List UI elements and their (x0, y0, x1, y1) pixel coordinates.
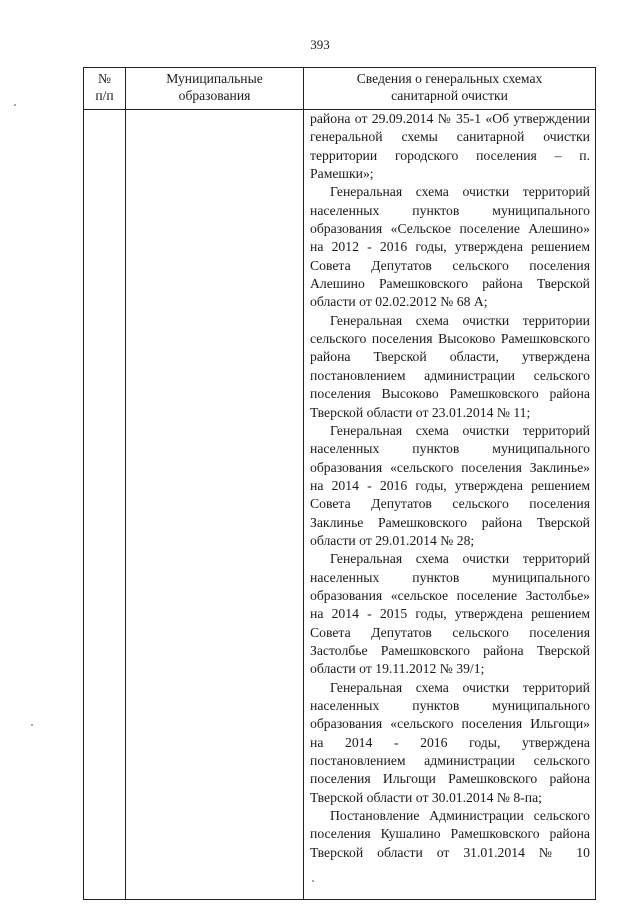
header-num (84, 68, 126, 110)
schemes-table (83, 67, 596, 900)
cell-municipality (126, 110, 304, 900)
header-num-line-2: п/п (95, 88, 114, 103)
info-paragraph-aleshino: Генеральная схема очистки территорий населенных пунктов муниципального образования «Сельское поселение Алешино» на 2012 - 2016 годы, утверждена решением Совета Депутатов сельского поселения Алешино Рамешковского района Тверской области от 02.02.2012 № 68 А; (310, 184, 590, 310)
header-num-line-1: № (98, 71, 111, 86)
info-paragraph-vysokovo: Генеральная схема очистки территории сельского поселения Высоково Рамешковского района Тверской области, утверждена постановлением администрации сельского поселения Высоково Рамешковского района Тверской области от 23.01.2014 № 11; (310, 312, 590, 420)
info-paragraph-zastolbye: Генеральная схема очистки территорий населенных пунктов муниципального образования «сельское поселение Застолбье» на 2014 - 2015 годы, утверждена решением Совета Депутатов сельского поселения Застолбье Рамешковского района Тверской области от 19.11.2012 № 39/1; (310, 551, 590, 677)
header-info-line-1: Сведения о генеральных схемах (356, 71, 543, 86)
header-municipality-line-2: образования (178, 88, 251, 103)
header-info-line-2: санитарной очистки (391, 88, 508, 103)
cell-num (84, 110, 126, 900)
page-number: 393 (310, 37, 330, 52)
header-municipality-line-1: Муниципальные (166, 71, 263, 86)
table-header-row (84, 68, 596, 110)
info-paragraph-zaklinye: Генеральная схема очистки территорий населенных пунктов муниципального образования «сельского поселения Заклинье» на 2014 - 2016 годы, утверждена решением Совета Депутатов сельского поселения Заклинье Рамешковского района Тверской области от 29.01.2014 № 28; (310, 422, 590, 548)
info-paragraph-ilgoshchi: Генеральная схема очистки территорий населенных пунктов муниципального образования «сельского поселения Ильгощи» на 2014 - 2016 годы, утверждена постановлением администрации сельского поселения Ильгощи Рамешковского района Тверской области от 30.01.2014 № 8-па; (310, 679, 590, 805)
info-paragraph-kushalino: Постановление Администрации сельского поселения Кушалино Рамешковского района Тверской области от 31.01.2014 № 10 (310, 808, 590, 860)
header-municipality (126, 68, 304, 110)
header-info (304, 68, 596, 110)
cell-info (304, 110, 596, 900)
scan-speck (31, 724, 33, 726)
table-row (84, 110, 596, 900)
scan-speck (312, 880, 314, 882)
scan-speck (14, 104, 16, 106)
info-paragraph-ramesh: района от 29.09.2014 № 35-1 «Об утверждении генеральной схемы санитарной очистки территории городского поселения – п. Рамешки»; (310, 111, 590, 182)
